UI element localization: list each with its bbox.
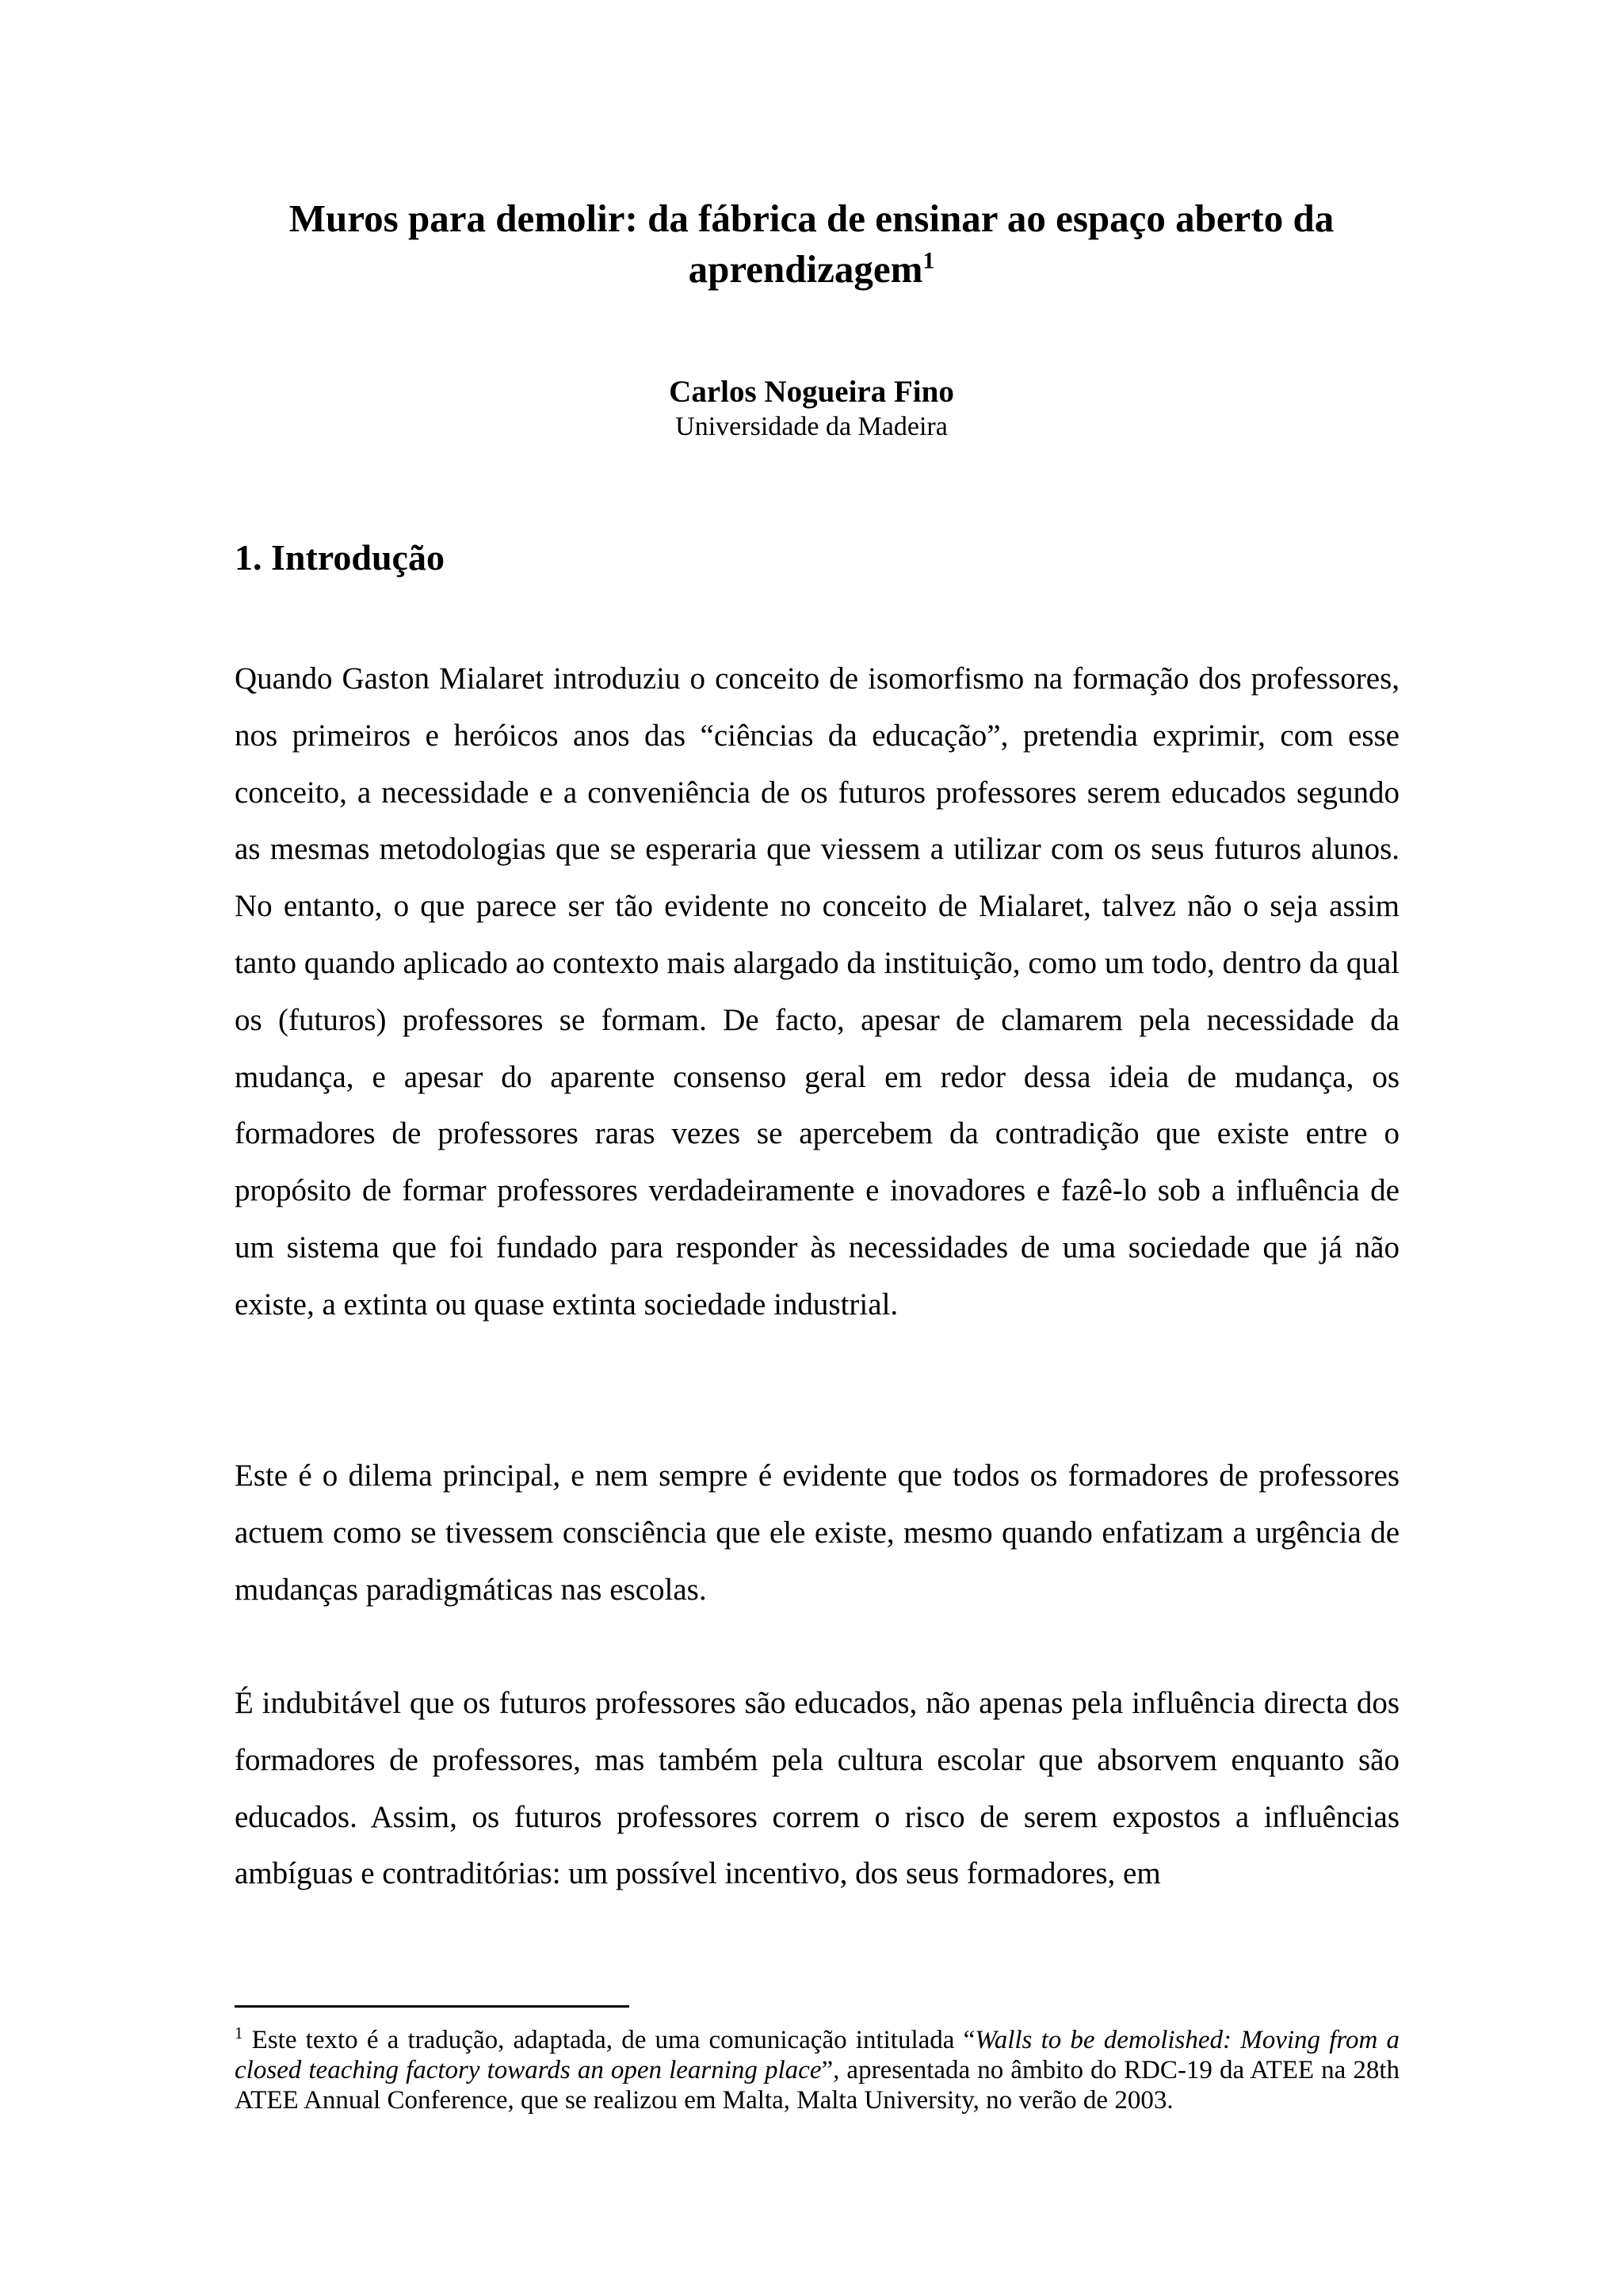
title-footnote-marker: 1 (922, 247, 935, 274)
body-paragraph: É indubitável que os futuros professores são educados, não apenas pela influência directa dos formadores de professores, mas também pela cultura escolar que absorvem enquanto são educados. Assim, os futuros professores correm o risco de serem expostos a influências ambíguas e contraditórias: um possível incentivo, dos seus formadores, em (235, 1686, 1400, 1891)
footnote-italic-title: Walls to be demolished: Moving from a closed teaching factory towards an open learning place (235, 2026, 1400, 2084)
document-title (198, 193, 1425, 295)
body-paragraph: Este é o dilema principal, e nem sempre é evidente que todos os formadores de professores actuem como se tivessem consciência que ele existe, mesmo quando enfatizam a urgência de mudanças paradigmáticas nas escolas. (235, 1459, 1400, 1607)
section-heading: 1. Introdução (235, 537, 445, 578)
footnote-separator (235, 2005, 629, 2008)
footnote-text-before: Este texto é a tradução, adaptada, de uma comunicação intitulada “ (242, 2026, 976, 2054)
footnote-marker: 1 (235, 2023, 243, 2042)
title-text: Muros para demolir: da fábrica de ensinar ao espaço aberto da aprendizagem (288, 196, 1335, 291)
body-paragraph: Quando Gaston Mialaret introduziu o conceito de isomorfismo na formação dos professores, nos primeiros e heróicos anos das “ciências da educação”, pretendia exprimir, com esse conceito, a necessidade e a conveniência de os futuros professores serem educados segundo as mesmas metodologias que se esperaria que viessem a utilizar com os seus futuros alunos. No entanto, o que parece ser tão evidente no conceito de Mialaret, talvez não o seja assim tanto quando aplicado ao contexto mais alargado da instituição, como um todo, dentro da qual os (futuros) professores se formam. De facto, apesar de clamarem pela necessidade da mudança, e apesar do aparente consenso geral em redor dessa ideia de mudança, os formadores de professores raras vezes se apercebem da contradição que existe entre o propósito de formar professores verdadeiramente e inovadores e fazê-lo sob a influência de um sistema que foi fundado para responder às necessidades de uma sociedade que já não existe, a extinta ou quase extinta sociedade industrial. (235, 662, 1400, 1322)
footnote (235, 2025, 1400, 2115)
footnote-text-after: ”, apresentada no âmbito do RDC-19 da ATEE na 28th ATEE Annual Conference, que se realizou em Malta, Malta University, no verão de 2003. (235, 2056, 1400, 2115)
author-name: Carlos Nogueira Fino (669, 375, 954, 409)
author-affiliation: Universidade da Madeira (675, 412, 948, 441)
